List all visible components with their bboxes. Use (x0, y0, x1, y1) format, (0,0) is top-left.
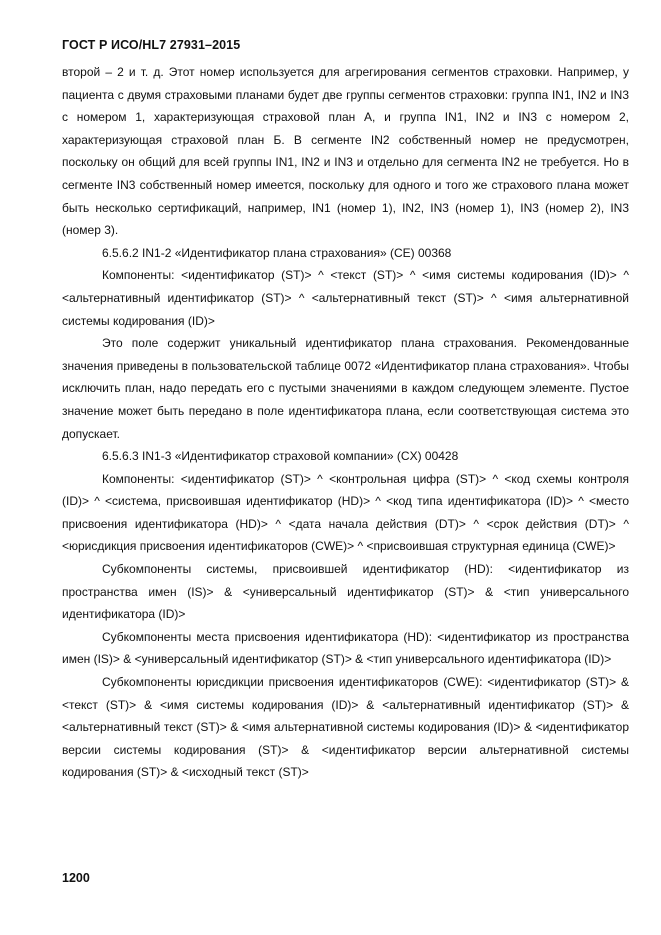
paragraph-1: второй – 2 и т. д. Этот номер используется для агрегирования сегментов страховки. Например, у пациента с двумя страховыми планами будет две группы сегментов страховки: группа IN1, IN2 и IN3 с номером 1, характеризующая страховой план А, и группа IN1, IN2 и IN3 с номером 2, характеризующая страховой план Б. В сегменте IN2 собственный номер не предусмотрен, поскольку он общий для всей группы IN1, IN2 и IN3 и отдельно для сегмента IN2 не требуется. Но в сегменте IN3 собственный номер имеется, поскольку для одного и того же страхового плана может быть несколько сертификаций, например, IN1 (номер 1), IN2, IN3 (номер 1), IN3 (номер 2), IN3 (номер 3). (62, 65, 629, 238)
section-heading-6-5-6-2: 6.5.6.2 IN1-2 «Идентификатор плана страхования» (CE) 00368 (102, 245, 452, 260)
paragraph-components-in1-3: Компоненты: <идентификатор (ST)> ^ <контрольная цифра (ST)> ^ <код схемы контроля (ID)> ^ <система, присвоившая идентификатор (HD)> ^ <код типа идентификатора (ID)> ^ <место присвоения идентификатора (HD)> ^ <дата начала действия (DT)> ^ <срок действия (DT)> ^ <юрисдикция присвоения идентификаторов (CWE)> ^ <присвоившая структурная единица (CWE)> (62, 471, 629, 554)
paragraph-description-in1-2: Это поле содержит уникальный идентификатор плана страхования. Рекомендованные значения приведены в пользовательской таблице 0072 «Идентификатор плана страхования». Чтобы исключить план, надо передать его с пустыми значениями в каждом следующем элементе. Пустое значение может быть передано в поле идентификатора плана, если соответствующая система это допускает. (62, 336, 629, 441)
document-header: ГОСТ Р ИСО/HL7 27931–2015 (62, 38, 241, 52)
document-body (62, 61, 629, 784)
paragraph-subcomponents-jurisdiction: Субкомпоненты юрисдикции присвоения идентификаторов (CWE): <идентификатор (ST)> & <текст (ST)> & <имя системы кодирования (ID)> & <альтернативный идентификатор (ST)> & <альтернативный текст (ST)> & <имя альтернативной системы кодирования (ID)> & <идентификатор версии системы кодирования (ST)> & <идентификатор версии альтернативной системы кодирования (ST)> & <исходный текст (ST)> (62, 675, 629, 780)
paragraph-subcomponents-assigning-authority: Субкомпоненты системы, присвоившей идентификатор (HD): <идентификатор из пространства имен (IS)> & <универсальный идентификатор (ST)> & <тип универсального идентификатора (ID)> (62, 562, 629, 622)
paragraph-subcomponents-assigning-facility: Субкомпоненты места присвоения идентификатора (HD): <идентификатор из пространства имен (IS)> & <универсальный идентификатор (ST)> & <тип универсального идентификатора (ID)> (62, 629, 629, 667)
section-heading-6-5-6-3: 6.5.6.3 IN1-3 «Идентификатор страховой компании» (CX) 00428 (102, 449, 459, 464)
page-number: 1200 (62, 871, 90, 885)
paragraph-components-in1-2: Компоненты: <идентификатор (ST)> ^ <текст (ST)> ^ <имя системы кодирования (ID)> ^ <альтернативный идентификатор (ST)> ^ <альтернативный текст (ST)> ^ <имя альтернативной системы кодирования (ID)> (62, 268, 629, 328)
